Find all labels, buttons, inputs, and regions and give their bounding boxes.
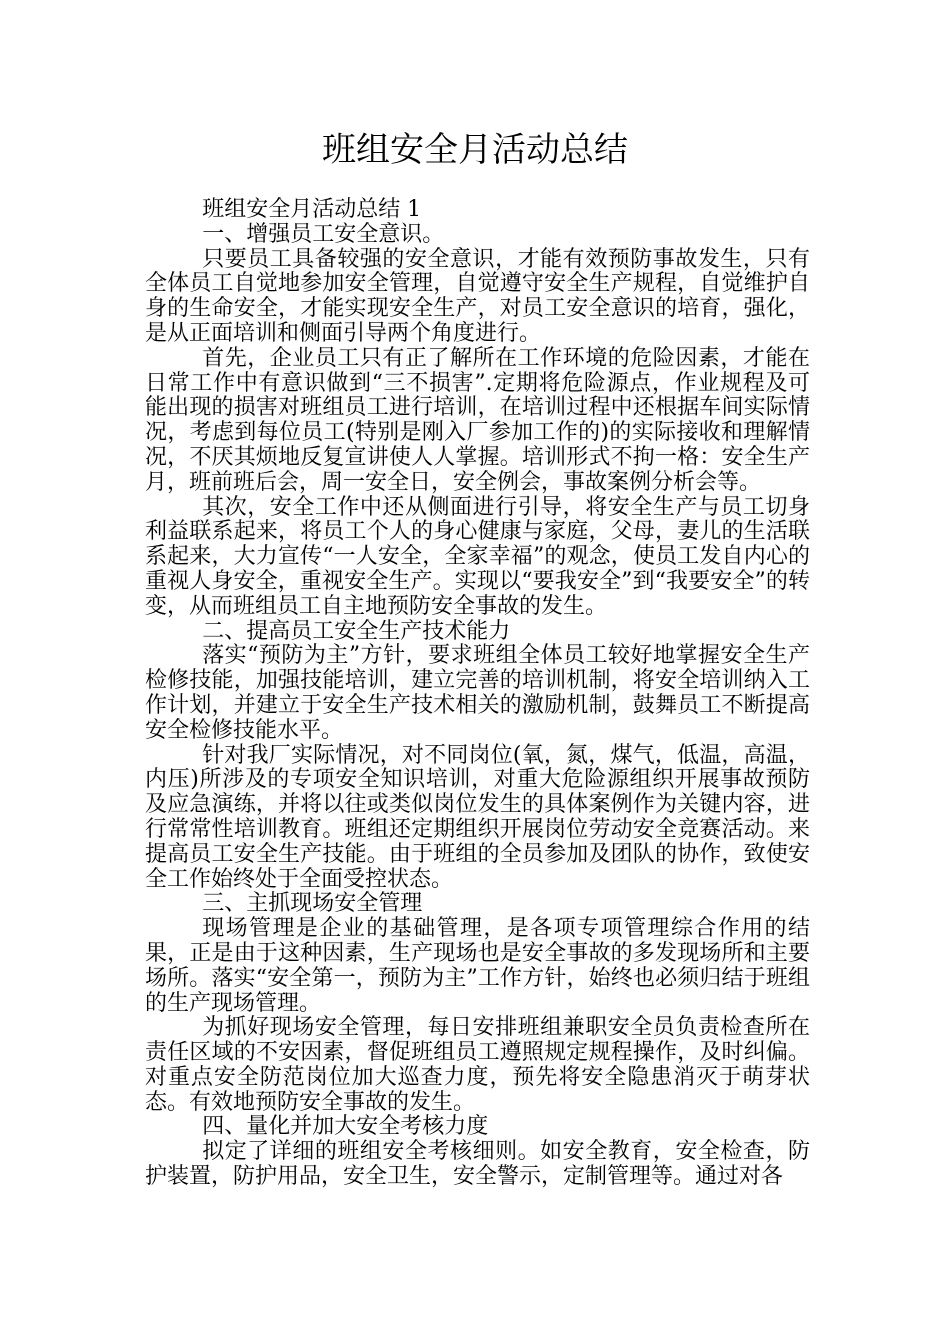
paragraph: 现场管理是企业的基础管理，是各项专项管理综合作用的结果，正是由于这种因素，生产现场也是安全事故的多发现场所和主要场所。落实“安全第一，预防为主”工作方针，始终也必须归结于班组的生产现场管理。 [145, 916, 810, 1016]
section-heading-3: 三、主抓现场安全管理 [202, 891, 423, 917]
document-title: 班组安全月活动总结 [322, 130, 628, 170]
paragraph: 其次，安全工作中还从侧面进行引导，将安全生产与员工切身利益联系起来，将员工个人的身心健康与家庭，父母，妻儿的生活联系起来，大力宣传“一人安全，全家幸福”的观念，使员工发自内心的重视人身安全，重视安全生产。实现以“要我安全”到“我要安全”的转变，从而班组员工自主地预防安全事故的发生。 [145, 494, 810, 619]
paragraph: 落实“预防为主”方针，要求班组全体员工较好地掌握安全生产检修技能，加强技能培训，建立完善的培训机制，将安全培训纳入工作计划，并建立于安全生产技术相关的激励机制，鼓舞员工不断提高安全检修技能水平。 [145, 643, 810, 743]
paragraph: 针对我厂实际情况，对不同岗位(氧，氮，煤气，低温，高温，内压)所涉及的专项安全知识培训，对重大危险源组织开展事故预防及应急演练，并将以往或类似岗位发生的具体案例作为关键内容，进行常常性培训教育。班组还定期组织开展岗位劳动安全竞赛活动。来提高员工安全生产技能。由于班组的全员参加及团队的协作，致使安全工作始终处于全面受控状态。 [145, 742, 810, 892]
paragraph-subtitle: 班组安全月活动总结 1 [202, 197, 422, 222]
section-heading-1: 一、增强员工安全意识。 [202, 221, 445, 247]
paragraph: 拟定了详细的班组安全考核细则。如安全教育，安全检查，防护装置，防护用品，安全卫生，安全警示，定制管理等。通过对各 [145, 1139, 810, 1190]
paragraph: 只要员工具备较强的安全意识，才能有效预防事故发生，只有全体员工自觉地参加安全管理，自觉遵守安全生产规程，自觉维护自身的生命安全，才能实现安全生产，对员工安全意识的培育，强化，是从正面培训和侧面引导两个角度进行。 [145, 246, 810, 346]
section-heading-2: 二、提高员工安全生产技术能力 [202, 618, 511, 644]
section-heading-4: 四、量化并加大安全考核力度 [202, 1114, 489, 1140]
document-body [145, 198, 810, 1190]
paragraph: 为抓好现场安全管理，每日安排班组兼职安全员负责检查所在责任区域的不安因素，督促班组员工遵照规定规程操作，及时纠偏。对重点安全防范岗位加大巡查力度，预先将安全隐患消灭于萌芽状态。有效地预防安全事故的发生。 [145, 1015, 810, 1115]
paragraph: 首先，企业员工只有正了解所在工作环境的危险因素，才能在日常工作中有意识做到“三不损害”.定期将危险源点，作业规程及可能出现的损害对班组员工进行培训，在培训过程中还根据车间实际情况，考虑到每位员工(特别是刚入厂参加工作的)的实际接收和理解情况，不厌其烦地反复宣讲使人人掌握。培训形式不拘一格：安全生产月，班前班后会，周一安全日，安全例会，事故案例分析会等。 [145, 345, 810, 495]
